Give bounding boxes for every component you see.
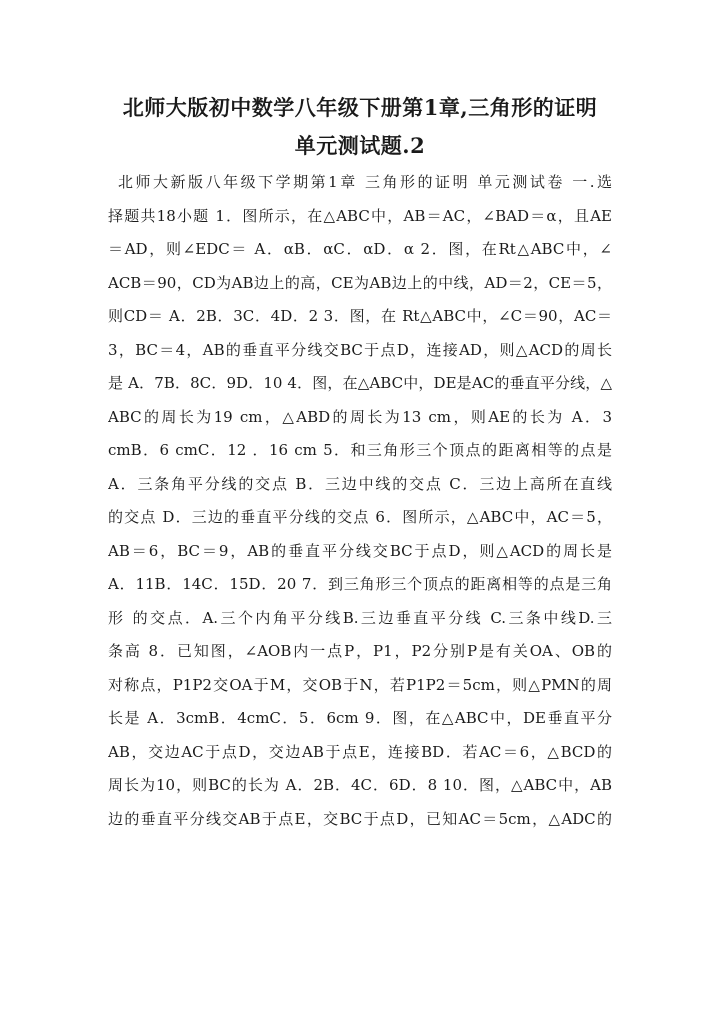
document-title: 北师大版初中数学八年级下册第1章,三角形的证明 [122, 95, 598, 120]
body-line: ABC的周长为19 cm，△ABD的周长为13 cm，则AE的长为 A．3 [108, 407, 612, 426]
body-line: 长是 A．3cmB．4cmC．5．6cm 9．图，在△ABC中，DE垂直平分 [108, 709, 612, 727]
body-line: 对称点，P1P2交OA于M，交OB于N，若P1P2＝5cm，则△PMN的周 [108, 675, 612, 694]
body-line: 边的垂直平分线交AB于点E，交BC于点D，已知AC＝5cm，△ADC的 [108, 809, 612, 828]
document-subtitle: 单元测试题.2 [294, 133, 426, 158]
body-line: AB，交边AC于点D，交边AB于点E，连接BD．若AC＝6，△BCD的 [108, 742, 612, 761]
body-line: AB＝6，BC＝9，AB的垂直平分线交BC于点D，则△ACD的周长是 [108, 541, 612, 560]
body-line: 形 的交点．A.三个内角平分线B.三边垂直平分线 C.三条中线D.三 [108, 608, 612, 627]
body-line: 则CD＝ A．2B．3C．4D．2 3．图，在 Rt△ABC中，∠C＝90，AC＝ [108, 307, 612, 325]
body-line: ACB＝90，CD为AB边上的高，CE为AB边上的中线，AD＝2，CE＝5， [108, 273, 612, 292]
body-line: cmB．6 cmC．12 ．16 cm 5．和三角形三个顶点的距离相等的点是 [108, 441, 612, 459]
body-line: 的交点 D．三边的垂直平分线的交点 6．图所示，△ABC中，AC＝5， [108, 508, 612, 526]
body-line: 周长为10，则BC的长为 A．2B．4C．6D．8 10．图，△ABC中，AB [108, 776, 612, 794]
document-body [108, 166, 612, 836]
body-line: A．11B．14C．15D．20 7．到三角形三个顶点的距离相等的点是三角 [108, 575, 612, 593]
body-line: ＝AD，则∠EDC＝ A．αB．αC．αD．α 2．图，在Rt△ABC中，∠ [108, 240, 612, 258]
body-line: 是 A．7B．8C．9D．10 4．图，在△ABC中，DE是AC的垂直平分线，△ [108, 374, 612, 392]
body-line: 择题共18小题 1．图所示，在△ABC中，AB＝AC，∠BAD＝α，且AE [108, 206, 612, 225]
body-line: 3，BC＝4，AB的垂直平分线交BC于点D，连接AD，则△ACD的周长 [108, 340, 612, 359]
body-line: 北师大新版八年级下学期第1章 三角形的证明 单元测试卷 一.选 [118, 173, 612, 191]
body-line: 条高 8．已知图，∠AOB内一点P，P1，P2分别P是有关OA、OB的 [108, 642, 612, 660]
body-line: A．三条角平分线的交点 B．三边中线的交点 C．三边上高所在直线 [108, 474, 612, 493]
